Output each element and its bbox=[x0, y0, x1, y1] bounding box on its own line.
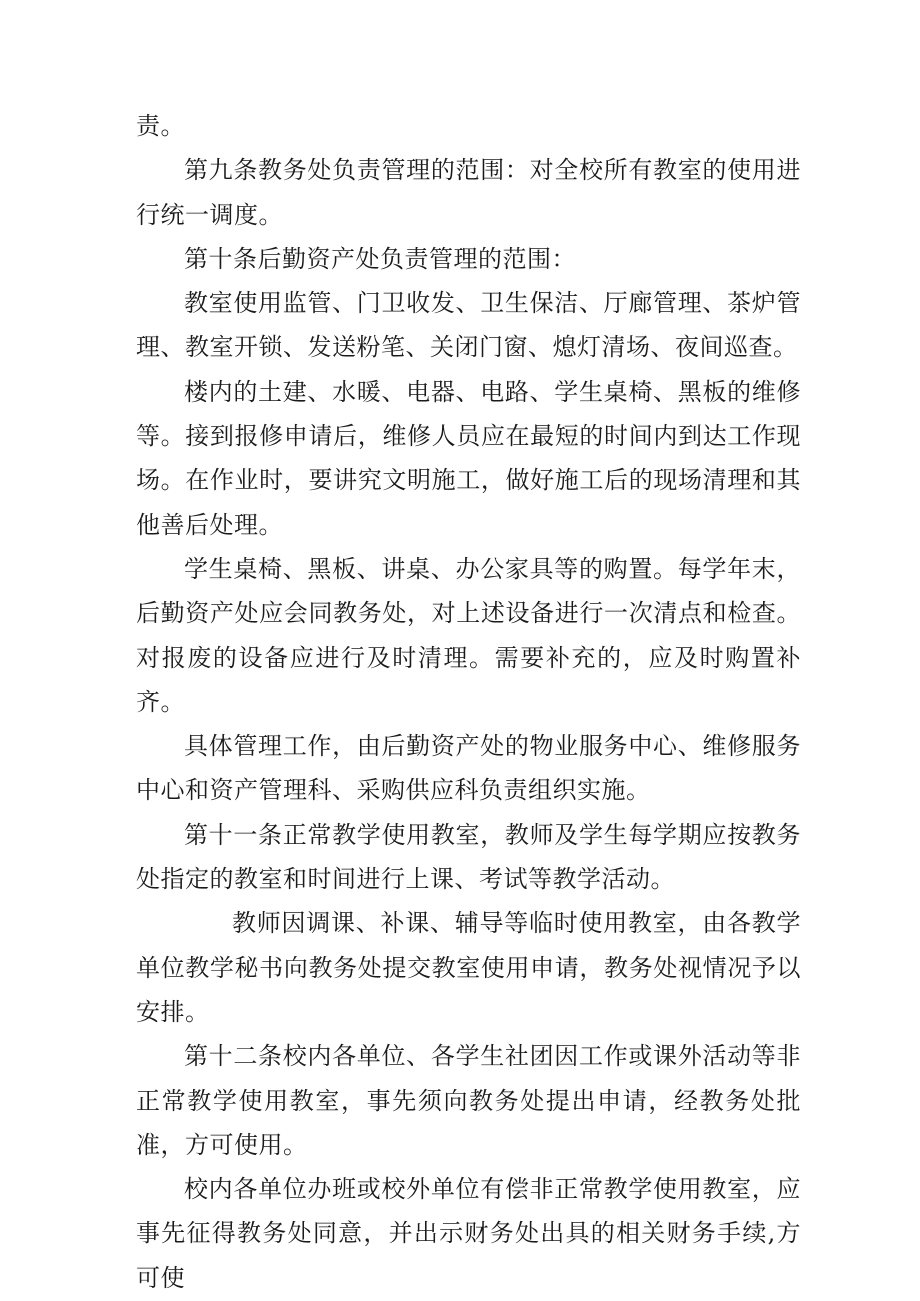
paragraph-article-12-paid-use: 校内各单位办班或校外单位有偿非正常教学使用教室，应事先征得教务处同意，并出示财务处出具的相关财务手续,方可使 bbox=[136, 1175, 801, 1292]
paragraph-article-11: 第十一条正常教学使用教室，教师及学生每学期应按教务处指定的教室和时间进行上课、考试等教学活动。 bbox=[136, 820, 801, 894]
paragraph-article-10-item-3: 学生桌椅、黑板、讲桌、办公家具等的购置。每学年末，后勤资产处应会同教务处，对上述设备进行一次清点和检查。对报废的设备应进行及时清理。需要补充的，应及时购置补齐。 bbox=[136, 554, 801, 716]
paragraph-continuation: 责。 bbox=[136, 112, 185, 140]
paragraph-article-11-temporary: 教师因调课、补课、辅导等临时使用教室，由各教学单位教学秘书向教务处提交教室使用申请，教务处视情况予以安排。 bbox=[136, 909, 801, 1026]
paragraph-article-9: 第九条教务处负责管理的范围：对全校所有教室的使用进行统一调度。 bbox=[136, 156, 801, 229]
paragraph-article-10-item-1: 教室使用监管、门卫收发、卫生保洁、厅廊管理、茶炉管理、教室开锁、发送粉笔、关闭门窗、熄灯清场、夜间巡查。 bbox=[136, 289, 801, 362]
paragraph-article-10-item-2: 楼内的土建、水暖、电器、电路、学生桌椅、黑板的维修等。接到报修申请后，维修人员应在最短的时间内到达工作现场。在作业时，要讲究文明施工，做好施工后的现场清理和其他善后处理。 bbox=[136, 377, 801, 539]
paragraph-article-10-implementation: 具体管理工作，由后勤资产处的物业服务中心、维修服务中心和资产管理科、采购供应科负责组织实施。 bbox=[136, 732, 801, 805]
paragraph-article-12: 第十二条校内各单位、各学生社团因工作或课外活动等非正常教学使用教室，事先须向教务处提出申请，经教务处批准，方可使用。 bbox=[136, 1042, 801, 1159]
paragraph-article-10: 第十条后勤资产处负责管理的范围： bbox=[184, 244, 576, 273]
document-body bbox=[136, 104, 801, 1300]
